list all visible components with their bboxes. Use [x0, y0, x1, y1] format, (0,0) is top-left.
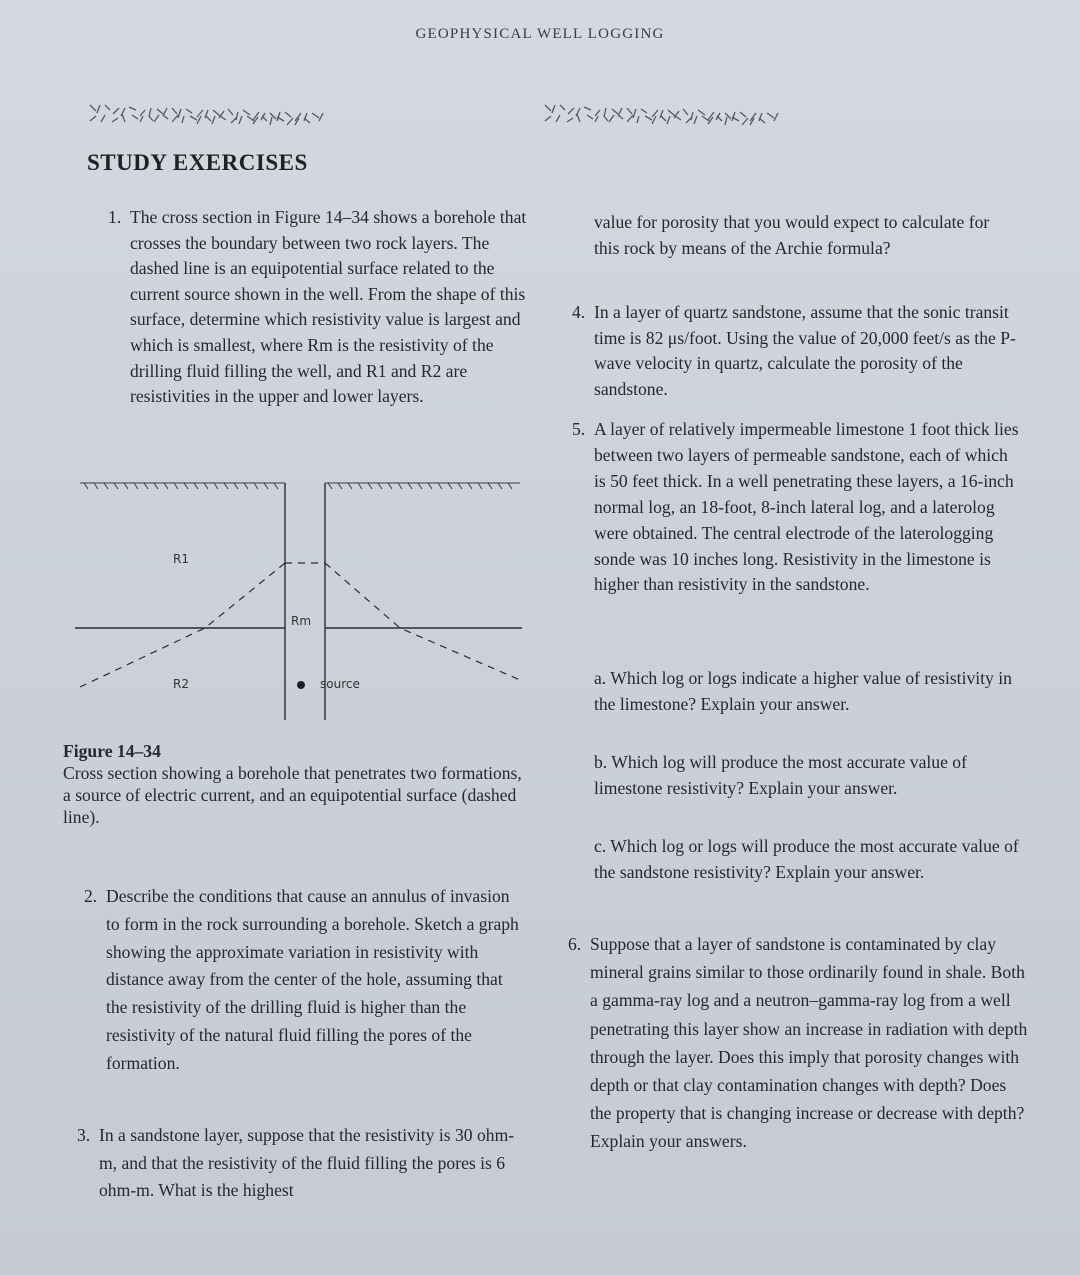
exercise-number: 2. — [84, 886, 98, 906]
figure-caption-text: Cross section showing a borehole that penetrates two formations, a source of electric current, and an equipotential surface (dashed line). — [63, 763, 522, 827]
exercise-5 — [572, 417, 1022, 598]
exercise-text: The cross section in Figure 14–34 shows a borehole that crosses the boundary between two rock layers. The dashed line is an equipotential surface related to the current source shown in the well. From the shape of this surface, determine which resistivity value is largest and which is smallest, where Rm is the resistivity of the drilling fluid filling the well, and R1 and R2 are resistivities in the upper and lower layers. — [130, 207, 527, 407]
exercise-number: 1. — [108, 207, 122, 227]
exercise-text: Describe the conditions that cause an annulus of invasion to form in the rock surrounding a borehole. Sketch a graph showing the approximate variation in resistivity with distance away from the center of the hole, assuming that the resistivity of the drilling fluid is higher than the resistivity of the natural fluid filling the pores of the formation. — [106, 886, 519, 1073]
subquestion-b: b. Which log will produce the most accurate value of limestone resistivity? Explain your answer. — [594, 752, 967, 798]
exercise-1 — [108, 205, 528, 410]
exercise-6 — [568, 930, 1030, 1156]
current-source — [297, 681, 305, 689]
exercise-number: 5. — [572, 419, 586, 439]
exercise-text: In a layer of quartz sandstone, assume that the sonic transit time is 82 μs/foot. Using the value of 20,000 feet/s as the P-wave velocity in quartz, calculate the porosity of the sandstone. — [594, 302, 1016, 399]
exercise-4 — [572, 300, 1018, 402]
subquestion-c: c. Which log or logs will produce the most accurate value of the sandstone resistivity? Explain your answer. — [594, 836, 1019, 882]
subquestion-a: a. Which log or logs indicate a higher value of resistivity in the limestone? Explain your answer. — [594, 668, 1012, 714]
exercise-text: Suppose that a layer of sandstone is contaminated by clay mineral grains similar to those ordinarily found in shale. Both a gamma-ray log and a neutron–gamma-ray log from a well penetrating this layer show an increase in radiation with depth through the layer. Does this imply that porosity changes with depth or that clay contamination changes with depth? Does the property that is changing increase or decrease with depth? Explain your answers. — [590, 934, 1028, 1152]
borehole — [285, 483, 325, 720]
label-source: source — [320, 677, 360, 691]
label-r2: R2 — [173, 677, 189, 691]
exercise-number: 3. — [77, 1125, 91, 1145]
figure-title: Figure 14–34 — [63, 741, 161, 761]
section-title: STUDY EXERCISES — [87, 150, 308, 175]
exercise-number: 6. — [568, 934, 582, 954]
decorative-ornament-band — [85, 95, 1015, 135]
exercise-2 — [84, 883, 524, 1078]
label-rm: Rm — [291, 614, 312, 628]
figure-cross-section — [70, 475, 530, 735]
exercise-text: A layer of relatively impermeable limestone 1 foot thick lies between two layers of permeable sandstone, each of which is 50 feet thick. In a well penetrating these layers, a 16-inch normal log, an 18-foot, 8-inch lateral log, and a laterolog were obtained. The central electrode of the laterologging sonde was 10 inches long. Resistivity in the limestone is higher than resistivity in the sandstone. — [594, 419, 1019, 595]
exercise-number: 4. — [572, 302, 586, 322]
label-r1: R1 — [173, 552, 189, 566]
exercise-3 — [77, 1122, 523, 1205]
exercise-3-continued: value for porosity that you would expect to calculate for this rock by means of the Archie formula? — [594, 212, 990, 258]
running-head: GEOPHYSICAL WELL LOGGING — [415, 26, 665, 42]
figure-caption — [63, 740, 533, 828]
exercise-text: In a sandstone layer, suppose that the resistivity is 30 ohm-m, and that the resistivity of the fluid filling the pores is 6 ohm-m. What is the highest — [99, 1125, 515, 1200]
